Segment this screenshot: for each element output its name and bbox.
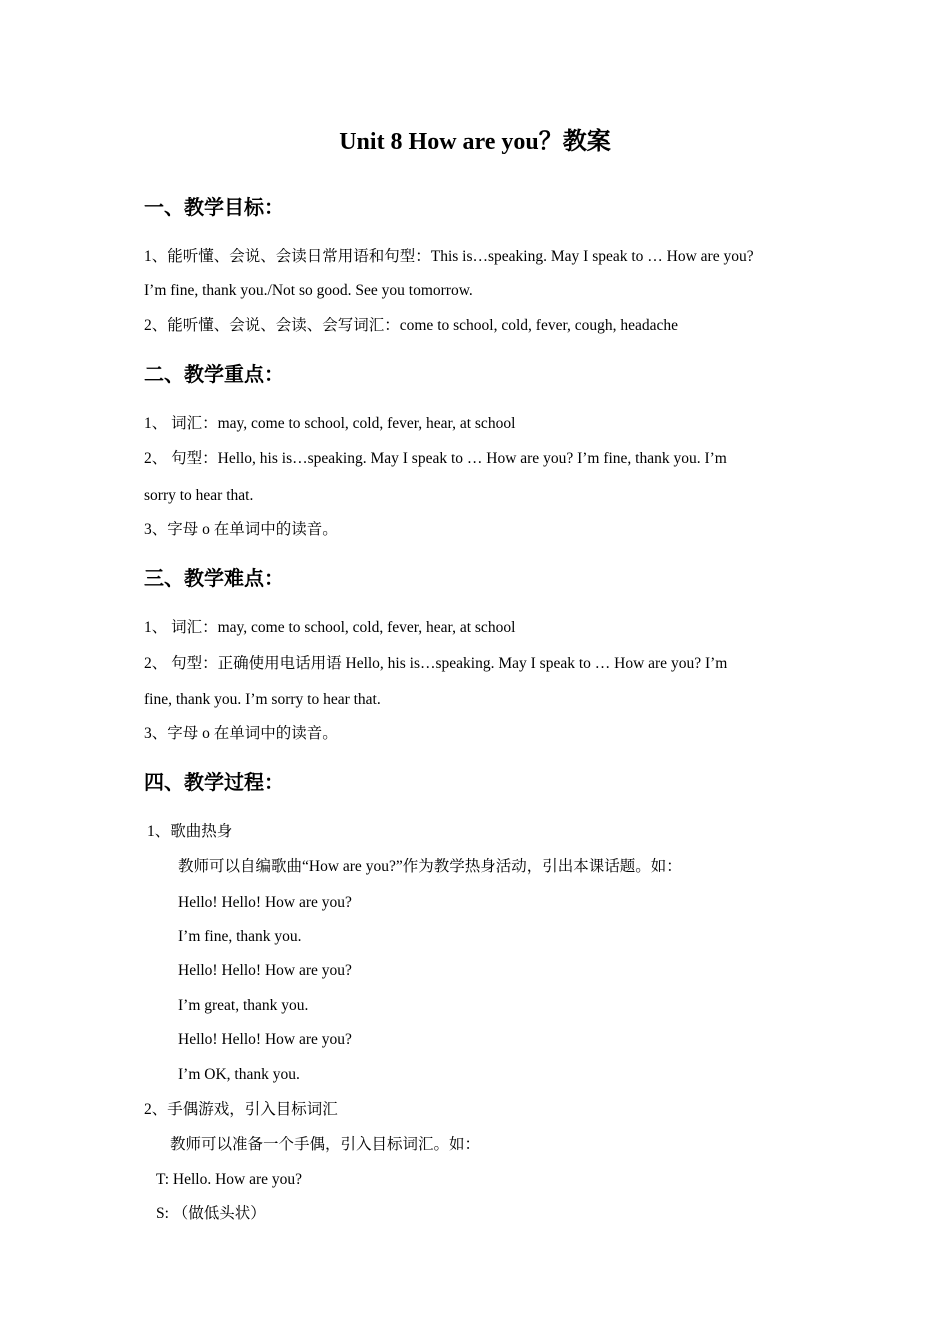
- key-points-line-3: sorry to hear that.: [144, 487, 254, 504]
- process-line-10: 教师可以准备一个手偶，引入目标词汇。如：: [170, 1136, 481, 1153]
- section-heading-key-points: 二、教学重点：: [144, 364, 284, 386]
- difficulties-line-3: fine, thank you. I’m sorry to hear that.: [144, 691, 381, 708]
- objectives-line-3: 2、能听懂、会说、会读、会写词汇：come to school, cold, fever, cough, headache: [144, 317, 679, 334]
- difficulties-line-2: 2、 句型：正确使用电话用语 Hello, his is…speaking. May I speak to … How are you? I’m: [144, 655, 728, 672]
- process-line-1: 1、歌曲热身: [147, 823, 233, 840]
- process-line-11: T: Hello. How are you?: [156, 1171, 303, 1188]
- key-points-line-2: 2、 句型：Hello, his is…speaking. May I speak to … How are you? I’m fine, thank you. I’m: [144, 450, 727, 467]
- key-points-line-1: 1、 词汇：may, come to school, cold, fever, hear, at school: [144, 415, 516, 432]
- section-heading-objectives: 一、教学目标：: [144, 197, 284, 219]
- section-heading-process: 四、教学过程：: [144, 772, 284, 794]
- process-line-12: S: （做低头状）: [156, 1205, 266, 1222]
- process-line-9: 2、手偶游戏，引入目标词汇: [144, 1101, 338, 1118]
- objectives-line-2: I’m fine, thank you./Not so good. See you tomorrow.: [144, 282, 473, 299]
- process-line-5: Hello! Hello! How are you?: [178, 962, 352, 979]
- process-line-2: 教师可以自编歌曲“How are you?”作为教学热身活动，引出本课话题。如：: [178, 858, 682, 875]
- section-heading-difficulties: 三、教学难点：: [144, 568, 284, 590]
- process-line-6: I’m great, thank you.: [178, 997, 309, 1014]
- key-points-line-4: 3、字母 o 在单词中的读音。: [144, 521, 338, 538]
- process-line-7: Hello! Hello! How are you?: [178, 1031, 352, 1048]
- process-line-3: Hello! Hello! How are you?: [178, 894, 352, 911]
- objectives-line-1: 1、能听懂、会说、会读日常用语和句型：This is…speaking. May I speak to … How are you?: [144, 248, 754, 265]
- process-line-4: I’m fine, thank you.: [178, 928, 302, 945]
- page-title: Unit 8 How are you？教案: [339, 129, 611, 155]
- process-line-8: I’m OK, thank you.: [178, 1066, 300, 1083]
- difficulties-line-1: 1、 词汇：may, come to school, cold, fever, hear, at school: [144, 619, 516, 636]
- difficulties-line-4: 3、字母 o 在单词中的读音。: [144, 725, 338, 742]
